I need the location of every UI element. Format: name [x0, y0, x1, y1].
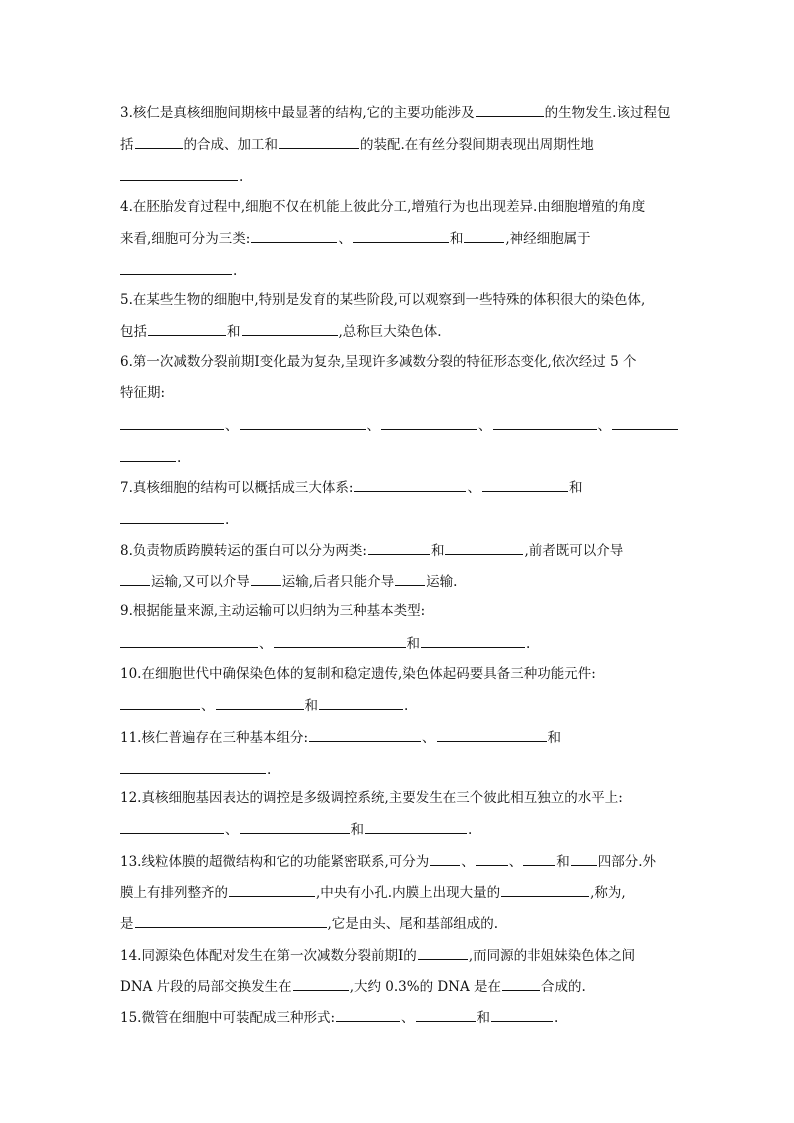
q13-sep: 和: [556, 854, 570, 870]
blank[interactable]: [368, 540, 430, 555]
blank[interactable]: [430, 851, 460, 866]
q10-line-2: [120, 695, 408, 715]
blank[interactable]: [251, 571, 281, 586]
q7-text: 7.真核细胞的结构可以概括成三大体系:: [120, 480, 354, 496]
blank[interactable]: [395, 571, 425, 586]
blank[interactable]: [274, 633, 406, 648]
q13-text: ,称为,: [590, 885, 626, 901]
q14-text: ,大约 0.3%的 DNA 是在: [349, 979, 502, 995]
q8-text: 和: [430, 543, 445, 559]
blank[interactable]: [353, 228, 449, 243]
q8-line-1: [120, 540, 623, 560]
q4-text: .: [233, 263, 238, 279]
q3-line-1: [120, 102, 670, 122]
q4-line-3: [120, 260, 237, 280]
q7-text: .: [225, 512, 230, 528]
q8-text: 运输,又可以介导: [151, 574, 250, 590]
q12-line-2: [120, 819, 472, 839]
q10-line-1: [120, 664, 596, 684]
blank[interactable]: [502, 976, 540, 991]
q9-line-1: [120, 601, 425, 621]
blank[interactable]: [251, 228, 337, 243]
q15-text: .: [554, 1010, 559, 1026]
blank[interactable]: [242, 321, 338, 336]
blank[interactable]: [571, 851, 597, 866]
q14-text: 合成的.: [541, 979, 586, 995]
blank[interactable]: [120, 166, 238, 181]
q4-text: 来看,细胞可分为三类:: [120, 231, 251, 247]
blank[interactable]: [493, 415, 597, 430]
blank[interactable]: [120, 633, 258, 648]
q15-line-1: [120, 1007, 558, 1027]
q3-text: 的生物发生.该过程包: [544, 105, 671, 121]
blank[interactable]: [416, 1007, 476, 1022]
blank[interactable]: [418, 945, 468, 960]
q8-text: 运输,后者只能介导: [281, 574, 395, 590]
q13-text: 是: [120, 916, 134, 932]
q11-text: 11.核仁普遍存在三种基本组分:: [120, 730, 309, 746]
q6-text: 特征期:: [120, 385, 166, 401]
q4-text: 4.在胚胎发育过程中,细胞不仅在机能上彼此分工,增殖行为也出现差异.由细胞增殖的角度: [120, 199, 646, 215]
blank[interactable]: [445, 540, 523, 555]
q11-text: .: [267, 762, 272, 778]
q10-sep: 、: [201, 698, 215, 714]
q5-line-2: [120, 321, 442, 341]
q3-line-2: [120, 134, 594, 154]
q14-line-1: [120, 945, 635, 965]
q11-line-1: [120, 727, 561, 747]
q6-sep: 、: [366, 418, 380, 434]
q14-text: DNA 片段的局部交换发生在: [120, 979, 292, 995]
q6-line-2: [120, 383, 165, 403]
blank[interactable]: [120, 571, 150, 586]
blank[interactable]: [279, 134, 359, 149]
q7-line-2: [120, 509, 229, 529]
blank[interactable]: [229, 882, 315, 897]
q13-text: ,中央有小孔.内膜上出现大量的: [316, 885, 501, 901]
blank[interactable]: [476, 102, 544, 117]
q5-line-1: [120, 290, 645, 310]
q4-text: ,神经细胞属于: [505, 231, 591, 247]
blank[interactable]: [336, 1007, 400, 1022]
q5-text: ,总称巨大染色体.: [338, 324, 442, 340]
q10-text: .: [404, 698, 409, 714]
q9-sep: 和: [406, 636, 420, 652]
q6-sep: 、: [478, 418, 492, 434]
q14-text: 14.同源染色体配对发生在第一次减数分裂前期Ⅰ的: [120, 948, 417, 964]
q13-line-1: [120, 851, 656, 871]
q7-line-1: [120, 477, 582, 497]
q10-sep: 和: [304, 698, 318, 714]
q11-text: 和: [547, 730, 562, 746]
q5-text: 5.在某些生物的细胞中,特别是发育的某些阶段,可以观察到一些特殊的体积很大的染色体,: [120, 292, 646, 308]
q13-text: 膜上有排列整齐的: [120, 885, 228, 901]
q7-text: 和: [568, 480, 583, 496]
blank[interactable]: [135, 134, 183, 149]
q13-text: ,它是由头、尾和基部组成的.: [327, 916, 499, 932]
q6-line-4: [120, 447, 181, 467]
blank[interactable]: [120, 695, 200, 710]
blank[interactable]: [148, 321, 226, 336]
q12-text: 12.真核细胞基因表达的调控是多级调控系统,主要发生在三个彼此相互独立的水平上:: [120, 790, 623, 806]
blank[interactable]: [120, 819, 224, 834]
q6-text: .: [177, 450, 182, 466]
q15-sep: 和: [476, 1010, 491, 1026]
q9-text: 9.根据能量来源,主动运输可以归纳为三种基本类型:: [120, 603, 426, 619]
blank[interactable]: [120, 260, 232, 275]
q5-text: 包括: [120, 324, 147, 340]
blank[interactable]: [464, 228, 504, 243]
blank[interactable]: [421, 633, 525, 648]
blank[interactable]: [240, 819, 350, 834]
blank[interactable]: [216, 695, 304, 710]
q5-text: 和: [227, 324, 241, 340]
q9-line-2: [120, 633, 530, 653]
blank[interactable]: [482, 477, 568, 492]
q8-text: 运输.: [426, 574, 458, 590]
blank[interactable]: [240, 415, 366, 430]
q4-text: 、: [338, 231, 352, 247]
q15-sep: 、: [401, 1010, 415, 1026]
q11-text: 、: [422, 730, 436, 746]
q13-line-2: [120, 882, 626, 902]
q8-text: 8.负责物质跨膜转运的蛋白可以分为两类:: [120, 543, 367, 559]
q10-text: 10.在细胞世代中确保染色体的复制和稳定遗传,染色体起码要具备三种功能元件:: [120, 666, 596, 682]
q3-text: 的合成、加工和: [183, 137, 278, 153]
q6-line-3: [120, 415, 679, 435]
blank[interactable]: [491, 1007, 553, 1022]
q3-text: 3.核仁是真核细胞间期核中最显著的结构,它的主要功能涉及: [120, 105, 475, 121]
blank[interactable]: [437, 727, 547, 742]
blank[interactable]: [523, 851, 555, 866]
q13-text: 四部分.外: [597, 854, 657, 870]
q13-text: 13.线粒体膜的超微结构和它的功能紧密联系,可分为: [120, 854, 430, 870]
blank[interactable]: [354, 477, 466, 492]
blank[interactable]: [120, 447, 176, 462]
q3-line-3: [120, 166, 243, 186]
q12-sep: 和: [350, 822, 364, 838]
q13-sep: 、: [461, 854, 475, 870]
q13-line-3: [120, 913, 498, 933]
q15-text: 15.微管在细胞中可装配成三种形式:: [120, 1010, 336, 1026]
blank[interactable]: [476, 851, 508, 866]
q11-line-2: [120, 759, 271, 779]
q12-sep: 、: [225, 822, 239, 838]
q8-text: ,前者既可以介导: [524, 543, 624, 559]
blank[interactable]: [309, 727, 421, 742]
q12-line-1: [120, 788, 623, 808]
blank[interactable]: [381, 415, 477, 430]
q14-line-2: [120, 976, 586, 996]
blank[interactable]: [120, 509, 224, 524]
q3-text: 括: [120, 137, 134, 153]
q6-sep: 、: [225, 418, 239, 434]
q12-text: .: [468, 822, 473, 838]
q4-line-2: [120, 228, 591, 248]
blank[interactable]: [612, 415, 678, 430]
q4-text: 和: [449, 231, 464, 247]
blank[interactable]: [120, 415, 224, 430]
q6-sep: 、: [597, 418, 611, 434]
q6-line-1: [120, 352, 636, 372]
q3-text: 的装配.在有丝分裂间期表现出周期性地: [360, 137, 594, 153]
q7-text: 、: [467, 480, 481, 496]
q3-text: .: [239, 169, 244, 185]
q13-sep: 、: [508, 854, 523, 870]
q9-text: .: [526, 636, 531, 652]
blank[interactable]: [135, 913, 327, 928]
q14-text: ,而同源的非姐妹染色体之间: [468, 948, 636, 964]
q6-text: 6.第一次减数分裂前期Ⅰ变化最为复杂,呈现许多减数分裂的特征形态变化,依次经过 5 个: [120, 354, 637, 370]
blank[interactable]: [365, 819, 467, 834]
q8-line-2: [120, 571, 457, 591]
q9-sep: 、: [259, 636, 273, 652]
blank[interactable]: [293, 976, 349, 991]
q4-line-1: [120, 197, 645, 217]
blank[interactable]: [501, 882, 589, 897]
blank[interactable]: [319, 695, 403, 710]
blank[interactable]: [120, 759, 266, 774]
